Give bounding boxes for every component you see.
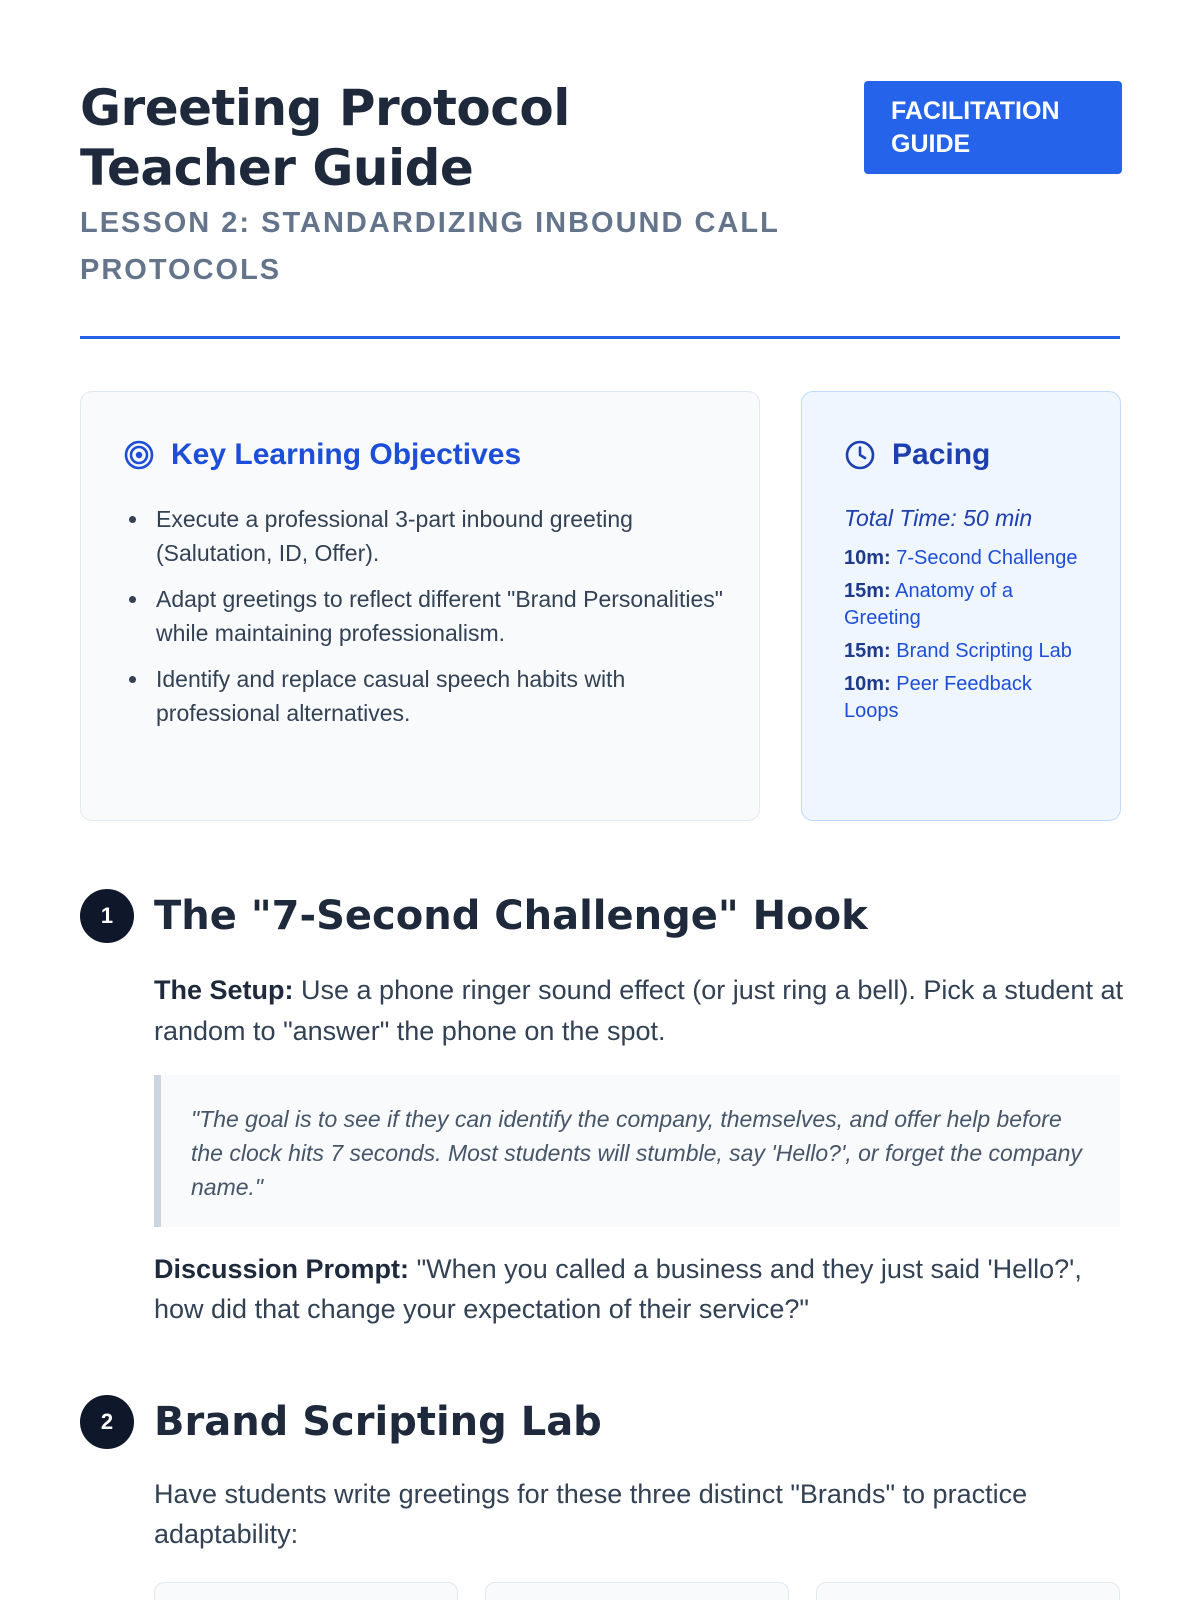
page-header [80, 78, 1120, 339]
objective-item: • Execute a professional 3-part inbound greeting (Salutation, ID, Offer). [150, 502, 730, 570]
pacing-header [844, 438, 990, 472]
brand-card [485, 1582, 789, 1600]
pacing-list [844, 545, 1084, 731]
section-number-badge: 1 [80, 889, 134, 943]
setup-label: The Setup: [154, 975, 294, 1005]
section-1-header [80, 889, 868, 943]
objective-item: • Adapt greetings to reflect different "Brand Personalities" while maintaining professionalism. [150, 582, 730, 650]
setup-paragraph [154, 970, 1124, 1052]
objectives-card [80, 391, 760, 821]
pacing-label: 7-Second Challenge [896, 547, 1078, 569]
pacing-label: Brand Scripting Lab [896, 640, 1072, 662]
pacing-label: Anatomy of a Greeting [844, 580, 1013, 629]
discussion-prompt-paragraph [154, 1249, 1124, 1329]
pacing-heading: Pacing [892, 438, 991, 471]
clock-icon [844, 439, 876, 471]
pacing-item [844, 578, 1084, 632]
pacing-item [844, 638, 1084, 665]
pacing-time: 10m: [844, 547, 891, 569]
pacing-time: 15m: [844, 640, 891, 662]
pacing-time: 15m: [844, 580, 891, 602]
section-number-badge: 2 [80, 1395, 134, 1449]
objective-item: • Identify and replace casual speech habits with professional alternatives. [150, 662, 730, 730]
objectives-list [148, 502, 730, 742]
objectives-heading: Key Learning Objectives [171, 438, 522, 471]
brand-card [154, 1582, 458, 1600]
section-1-title: The "7-Second Challenge" Hook [154, 893, 868, 939]
pacing-item [844, 545, 1084, 572]
facilitator-quote: "The goal is to see if they can identify the company, themselves, and offer help before the clock hits 7 seconds. Most students will stumble, say 'Hello?', or forget the company name." [154, 1075, 1120, 1227]
setup-text: Use a phone ringer sound effect (or just ring a bell). Pick a student at random to "answer" the phone on the spot. [154, 975, 1123, 1046]
section-2-title: Brand Scripting Lab [154, 1399, 602, 1445]
pacing-item [844, 671, 1084, 725]
pacing-time: 10m: [844, 673, 891, 695]
objectives-header [123, 438, 521, 472]
lesson-subtitle: LESSON 2: STANDARDIZING INBOUND CALL PROTOCOLS [80, 207, 780, 286]
pacing-total-time: Total Time: 50 min [844, 505, 1033, 531]
facilitation-guide-badge: FACILITATION GUIDE [864, 81, 1122, 174]
page-title: Greeting Protocol Teacher Guide [80, 79, 570, 197]
discussion-prompt-label: Discussion Prompt: [154, 1254, 410, 1284]
pacing-card [801, 391, 1121, 821]
target-icon [123, 439, 155, 471]
pacing-label: Peer Feedback Loops [844, 673, 1032, 722]
discussion-prompt-text: "When you called a business and they just said 'Hello?', how did that change your expectation of their service?" [154, 1254, 1082, 1324]
section-2-intro: Have students write greetings for these three distinct "Brands" to practice adaptability: [154, 1479, 1028, 1549]
brand-card [816, 1582, 1120, 1600]
section-2-header [80, 1395, 602, 1449]
